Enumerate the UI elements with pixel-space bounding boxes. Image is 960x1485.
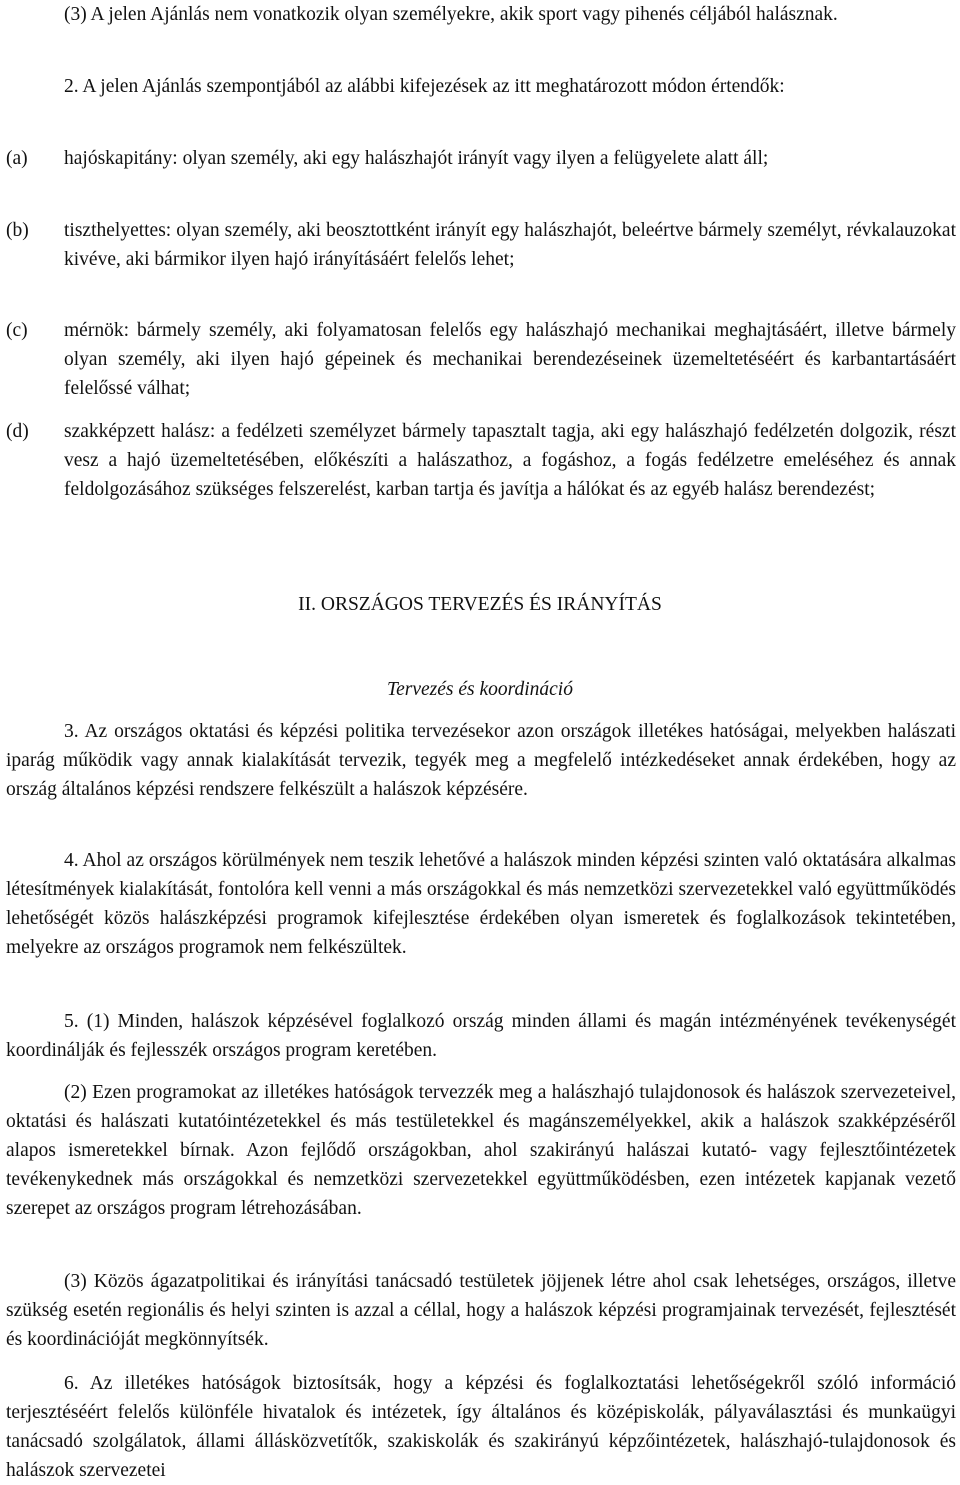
paragraph-3: 3. Az országos oktatási és képzési politika tervezésekor azon országok illetékes hatóságai, melyekben halászati iparág működik vagy annak kialakítását tervezik, tegyék meg a megfelelő intézkedéseket annak érdekében, hogy az ország általános képzési rendszere felkészült a halászok képzésére.	[6, 721, 956, 800]
definition-text: tiszthelyettes: olyan személy, aki beosztottként irányít egy halászhajót, beleértve bármely személyt, révkalauzokat kivéve, aki bármikor ilyen hajó irányításáért felelős lehet;	[64, 220, 956, 270]
definition-b	[6, 216, 956, 274]
definition-text: mérnök: bármely személy, aki folyamatosan felelős egy halászhajó mechanikai meghajtásáért, illetve bármely olyan személy, aki ilyen hajó gépeinek és mechanikai berendezéseinek üzemeltetéséért és karbantartásáért felelőssé válhat;	[64, 320, 956, 399]
paragraph-6: 6. Az illetékes hatóságok biztosítsák, hogy a képzési és foglalkoztatási lehetőségekről szóló információ terjesztéséért felelős különféle hivatalok és intézetek, így általános és középiskolák, pályaválasztási és munkaügyi tanácsadó szolgálatok, állami állásközvetítők, szakiskolák és szakirányú képzőintézetek, halászhajó-tulajdonosok és halászok szervezetei	[6, 1373, 956, 1481]
paragraph-5-3: (3) Közös ágazatpolitikai és irányítási tanácsadó testületek jöjjenek létre ahol csak lehetséges, országos, illetve szükség esetén regionális és helyi szinten is azzal a céllal, hogy a halászok képzési programjainak tervezését, fejlesztését és koordinációját megkönnyítsék.	[6, 1271, 956, 1350]
paragraph-5-1: 5. (1) Minden, halászok képzésével foglalkozó ország minden állami és magán intézményének tevékenységét koordinálják és fejlesszék országos program keretében.	[6, 1011, 956, 1061]
section-subtitle: Tervezés és koordináció	[387, 679, 573, 700]
definition-label: (a)	[6, 148, 28, 169]
paragraph-5-2: (2) Ezen programokat az illetékes hatóságok tervezzék meg a halászhajó tulajdonosok és halászok szervezeteivel, oktatási és halászati kutatóintézetekkel és más testületekkel és magánszemélyekkel, akik a halászok szakképzéséről alapos ismeretekkel bírnak. Azon fejlődő országokban, ahol szakirányú halászai kutató- vagy fejlesztőintézetek tevékenykednek más országokkal és nemzetközi szervezetekkel együttműködésben, ezen intézetek kapjanak vezető szerepet az országos program létrehozásában.	[6, 1082, 956, 1219]
paragraph-4: 4. Ahol az országos körülmények nem teszik lehetővé a halászok minden képzési szinten való oktatására alkalmas létesítmények kialakítását, fontolóra kell venni a más országokkal és más nemzetközi szervezetekkel való együttműködés lehetőségét közös halászképzési programok kifejlesztése érdekében olyan ismeretek és foglalkozások tekintetében, melyekre az országos programok nem felkészültek.	[6, 850, 956, 958]
section-title: II. ORSZÁGOS TERVEZÉS ÉS IRÁNYÍTÁS	[298, 594, 662, 615]
paragraph-2: 2. A jelen Ajánlás szempontjából az alábbi kifejezések az itt meghatározott módon értendők:	[64, 76, 785, 97]
definition-c	[6, 316, 956, 403]
paragraph-intro-3: (3) A jelen Ajánlás nem vonatkozik olyan személyekre, akik sport vagy pihenés céljából halásznak.	[64, 4, 838, 25]
definition-text: szakképzett halász: a fedélzeti személyzet bármely tapasztalt tagja, aki egy halászhajó fedélzetén dolgozik, részt vesz a hajó üzemeltetésében, előkészíti a halászathoz, a fogáshoz, a fogás fedélzetre emeléséhez és annak feldolgozásához szükséges felszerelést, karban tartja és javítja a hálókat és az egyéb halász berendezést;	[64, 421, 956, 500]
definition-d	[6, 417, 956, 504]
definition-label: (b)	[6, 220, 29, 241]
definition-text: hajóskapitány: olyan személy, aki egy halászhajót irányít vagy ilyen a felügyelete alatt áll;	[64, 148, 769, 169]
definition-label: (c)	[6, 320, 28, 341]
definition-label: (d)	[6, 421, 29, 442]
definition-a	[6, 144, 956, 173]
